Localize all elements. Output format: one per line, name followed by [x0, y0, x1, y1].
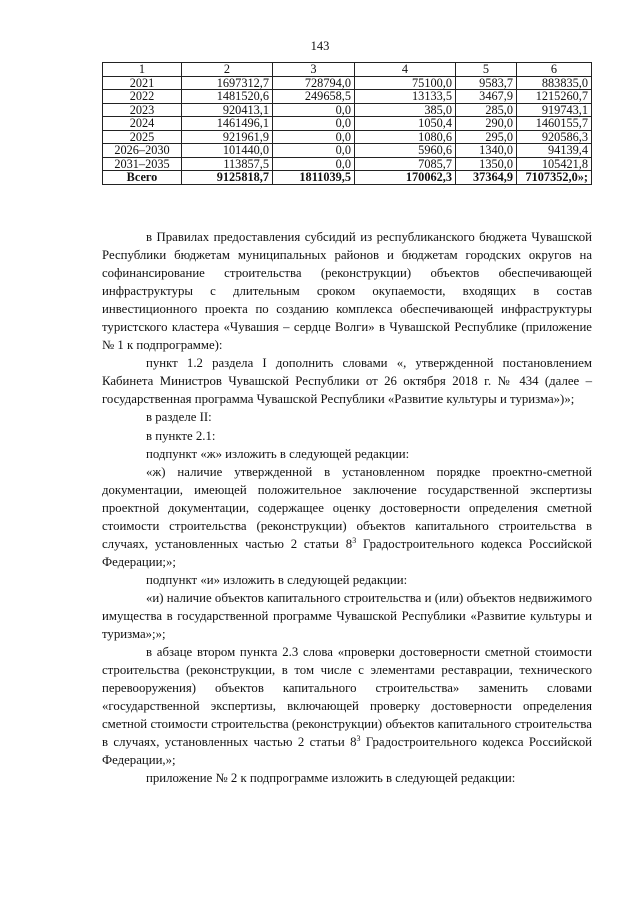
year-cell: 2022 — [103, 90, 182, 104]
table-row — [103, 144, 592, 158]
year-cell: 2026–2030 — [103, 144, 182, 158]
table-cell: 295,0 — [456, 130, 517, 144]
table-cell: 7085,7 — [355, 157, 456, 171]
total-cell: 170062,3 — [355, 171, 456, 185]
table-cell: 75100,0 — [355, 76, 456, 90]
total-cell: 9125818,7 — [182, 171, 273, 185]
page-number: 143 — [310, 39, 330, 53]
table-cell: 1460155,7 — [517, 117, 592, 131]
table-row — [103, 76, 592, 90]
paragraph-item-2-3: в абзаце втором пункта 2.3 слова «проверки достоверности сметной стоимости строительства (реконструкции, в том числе с элементами реставрации, технического перевооружения) объектов капитального строительства» заменить словами «государственной экспертизы, включающей проверку достоверности определения сметной стоимости строительства (реконструкции) объектов капитального строительства в случаях, установленных частью 2 статьи $8^3$ Градостроительного кодекса Российской Федерации,»; — [102, 645, 592, 768]
paragraph-item-1-2: пункт 1.2 раздела I дополнить словами «, утвержденной постановлением Кабинета Министров Чувашской Республики от 26 октября 2018 г. № 434 (далее – государственная программа Чувашской Республики «Развитие культуры и туризма»)»; — [102, 356, 592, 407]
table-header-cell: 4 — [355, 63, 456, 77]
table-cell: 1080,6 — [355, 130, 456, 144]
table-row — [103, 130, 592, 144]
table-cell: 101440,0 — [182, 144, 273, 158]
table-cell: 919743,1 — [517, 103, 592, 117]
table-header-cell: 3 — [273, 63, 355, 77]
table-cell: 1697312,7 — [182, 76, 273, 90]
paragraph-appendix-2: приложение № 2 к подпрограмме изложить в следующей редакции: — [146, 771, 516, 786]
table-cell: 1050,4 — [355, 117, 456, 131]
paragraph-item-2-1: в пункте 2.1: — [146, 428, 216, 443]
table-cell: 290,0 — [456, 117, 517, 131]
year-cell: 2021 — [103, 76, 182, 90]
total-cell: 1811039,5 — [273, 171, 355, 185]
paragraph-subsidy-rules: в Правилах предоставления субсидий из республиканского бюджета Чувашской Республики бюджетам муниципальных районов и бюджетам городских округов на софинансирование строительства (реконструкции) объектов обеспечивающей инфраструктуры с длительным сроком окупаемости, входящих в состав инвестиционного проекта по созданию комплекса обеспечивающей инфраструктуры туристского кластера «Чувашия – сердце Волги» в Чувашской Республике (приложение № 1 к подпрограмме): — [102, 230, 592, 353]
table-total-row — [103, 171, 592, 185]
table-cell: 728794,0 — [273, 76, 355, 90]
table-cell: 0,0 — [273, 117, 355, 131]
document-body — [102, 228, 592, 787]
paragraph-section-2: в разделе II: — [146, 410, 212, 425]
table-cell: 113857,5 — [182, 157, 273, 171]
table-row — [103, 90, 592, 104]
table-row — [103, 103, 592, 117]
table-row — [103, 157, 592, 171]
table-cell: 0,0 — [273, 157, 355, 171]
table-row — [103, 117, 592, 131]
table-cell: 1350,0 — [456, 157, 517, 171]
table-header-cell: 2 — [182, 63, 273, 77]
table-cell: 1215260,7 — [517, 90, 592, 104]
table-header-cell: 6 — [517, 63, 592, 77]
paragraph-subitem-i-intro: подпункт «и» изложить в следующей редакции: — [146, 572, 408, 587]
table-cell: 920586,3 — [517, 130, 592, 144]
table-cell: 94139,4 — [517, 144, 592, 158]
table-cell: 5960,6 — [355, 144, 456, 158]
paragraph-subitem-i: «и) наличие объектов капитального строительства и (или) объектов недвижимого имущества в государственной программе Чувашской Республики «Развитие культуры и туризма»;»; — [102, 590, 592, 642]
table-cell: 13133,5 — [355, 90, 456, 104]
table-cell: 921961,9 — [182, 130, 273, 144]
table-header-cell: 1 — [103, 63, 182, 77]
table-cell: 0,0 — [273, 144, 355, 158]
year-cell: 2023 — [103, 103, 182, 117]
table-cell: 920413,1 — [182, 103, 273, 117]
table-cell: 0,0 — [273, 130, 355, 144]
table-cell: 385,0 — [355, 103, 456, 117]
paragraph-subitem-zh-intro: подпункт «ж» изложить в следующей редакции: — [146, 446, 410, 461]
paragraph-subitem-zh: «ж) наличие утвержденной в установленном порядке проектно-сметной документации, имеющей положительное заключение государственной экспертизы проектной документации, содержащее оценку достоверности определения сметной стоимости строительства (реконструкции) объектов капитального строительства в случаях, установленных частью 2 статьи $8^3$ Градостроительного кодекса Российской Федерации;»; — [102, 464, 592, 569]
total-cell: 7107352,0»; — [517, 171, 592, 185]
table-cell: 1481520,6 — [182, 90, 273, 104]
year-cell: 2025 — [103, 130, 182, 144]
table-cell: 3467,9 — [456, 90, 517, 104]
table-cell: 883835,0 — [517, 76, 592, 90]
table-cell: 105421,8 — [517, 157, 592, 171]
table-cell: 1461496,1 — [182, 117, 273, 131]
table-cell: 285,0 — [456, 103, 517, 117]
total-label-cell: Всего — [103, 171, 182, 185]
year-cell: 2024 — [103, 117, 182, 131]
table-header-row — [103, 63, 592, 77]
table-header-cell: 5 — [456, 63, 517, 77]
table-cell: 249658,5 — [273, 90, 355, 104]
budget-table — [102, 62, 592, 185]
table-cell: 9583,7 — [456, 76, 517, 90]
total-cell: 37364,9 — [456, 171, 517, 185]
table-cell: 1340,0 — [456, 144, 517, 158]
year-cell: 2031–2035 — [103, 157, 182, 171]
table-cell: 0,0 — [273, 103, 355, 117]
